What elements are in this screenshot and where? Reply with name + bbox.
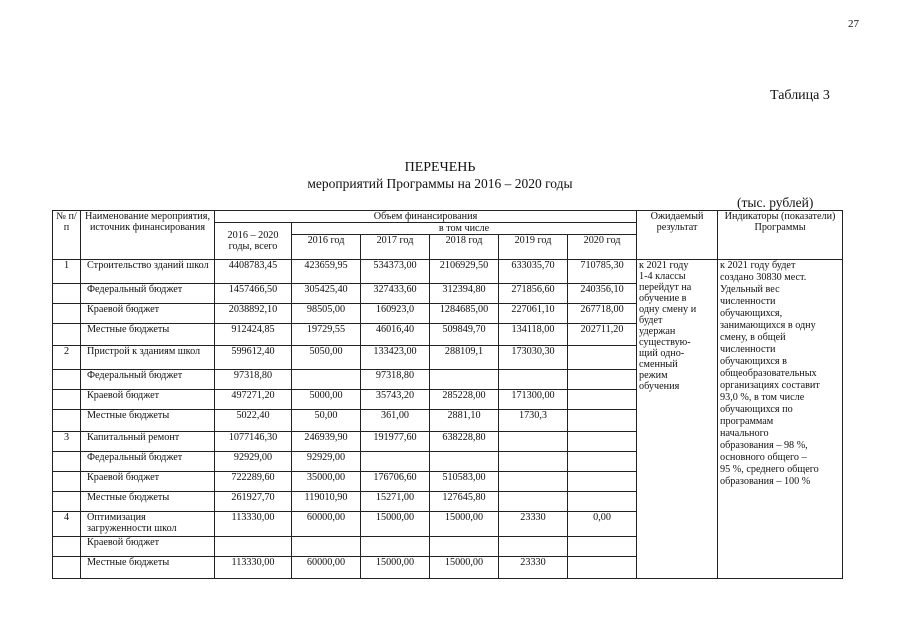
cell-y2016: 246939,90 [292, 432, 361, 452]
cell-y2020: 0,00 [568, 512, 637, 537]
cell-total: 912424,85 [215, 324, 292, 346]
cell-y2017: 160923,0 [361, 304, 430, 324]
cell-y2018: 288109,1 [430, 346, 499, 370]
cell-y2017: 15000,00 [361, 512, 430, 537]
cell-y2016: 50,00 [292, 410, 361, 432]
cell-y2020: 710785,30 [568, 260, 637, 284]
cell-y2019: 171300,00 [499, 390, 568, 410]
row-number: 3 [53, 432, 81, 452]
cell-y2020 [568, 390, 637, 410]
row-name: Местные бюджеты [81, 324, 215, 346]
cell-y2019: 1730,3 [499, 410, 568, 432]
indicator-line: смену, в общей [720, 332, 786, 343]
cell-y2016 [292, 370, 361, 390]
cell-y2019: 23330 [499, 557, 568, 579]
expected-result-cell [637, 260, 718, 579]
cell-y2020 [568, 537, 637, 557]
cell-total: 92929,00 [215, 452, 292, 472]
cell-y2017: 46016,40 [361, 324, 430, 346]
cell-y2020: 202711,20 [568, 324, 637, 346]
expected-result-line: одну смену и [639, 304, 697, 315]
cell-y2017 [361, 537, 430, 557]
row-number [53, 557, 81, 579]
expected-result-line: обучение в [639, 293, 687, 304]
row-number [53, 537, 81, 557]
header-indicators: Индикаторы (показатели) Программы [718, 211, 843, 260]
cell-total: 97318,80 [215, 370, 292, 390]
header-name: Наименование мероприятия, источник финансирования [81, 211, 215, 260]
cell-y2017: 133423,00 [361, 346, 430, 370]
row-number: 4 [53, 512, 81, 537]
cell-y2017: 534373,00 [361, 260, 430, 284]
expected-result-line: сменный [639, 359, 678, 370]
cell-y2020 [568, 432, 637, 452]
cell-y2016: 19729,55 [292, 324, 361, 346]
indicators-cell [718, 260, 843, 579]
cell-y2016 [292, 537, 361, 557]
cell-total: 113330,00 [215, 557, 292, 579]
expected-result-line: щий одно- [639, 348, 685, 359]
indicator-line: общеобразовательных [720, 368, 817, 379]
cell-y2018: 285228,00 [430, 390, 499, 410]
expected-result-line: будет [639, 315, 663, 326]
cell-y2016: 60000,00 [292, 512, 361, 537]
row-name: Строительство зданий школ [81, 260, 215, 284]
cell-y2020 [568, 472, 637, 492]
indicator-line: начального [720, 428, 769, 439]
cell-y2019: 134118,00 [499, 324, 568, 346]
table-label: Таблица 3 [770, 88, 830, 103]
cell-y2020 [568, 370, 637, 390]
row-name: Краевой бюджет [81, 304, 215, 324]
cell-total: 5022,40 [215, 410, 292, 432]
expected-result-line: обучения [639, 381, 680, 392]
units-label: (тыс. рублей) [737, 195, 814, 210]
cell-y2018: 15000,00 [430, 557, 499, 579]
cell-y2017: 15000,00 [361, 557, 430, 579]
cell-y2017: 191977,60 [361, 432, 430, 452]
row-name: Краевой бюджет [81, 472, 215, 492]
row-name: Местные бюджеты [81, 557, 215, 579]
row-number [53, 410, 81, 432]
indicator-line: обучающихся по [720, 404, 793, 415]
row-number [53, 304, 81, 324]
header-2019: 2019 год [499, 235, 568, 260]
indicator-line: основного общего – [720, 452, 807, 463]
row-number [53, 370, 81, 390]
cell-y2020: 240356,10 [568, 284, 637, 304]
indicator-line: программам [720, 416, 774, 427]
cell-total: 113330,00 [215, 512, 292, 537]
cell-y2016: 305425,40 [292, 284, 361, 304]
expected-result-line: режим [639, 370, 668, 381]
cell-total: 261927,70 [215, 492, 292, 512]
expected-result-line: 1-4 классы [639, 271, 686, 282]
cell-y2020: 267718,00 [568, 304, 637, 324]
row-number: 2 [53, 346, 81, 370]
row-name: Федеральный бюджет [81, 452, 215, 472]
title-line-1: ПЕРЕЧЕНЬ [404, 160, 476, 175]
row-number [53, 324, 81, 346]
expected-result-line: к 2021 году [639, 260, 689, 271]
cell-y2019 [499, 537, 568, 557]
cell-y2016: 119010,90 [292, 492, 361, 512]
header-2020: 2020 год [568, 235, 637, 260]
indicator-line: 95 %, среднего общего [720, 464, 819, 475]
cell-y2018 [430, 370, 499, 390]
cell-y2016: 5050,00 [292, 346, 361, 370]
indicator-line: к 2021 году будет [720, 260, 796, 271]
cell-y2017: 15271,00 [361, 492, 430, 512]
cell-total: 497271,20 [215, 390, 292, 410]
cell-y2018: 127645,80 [430, 492, 499, 512]
header-including: в том числе [292, 223, 637, 235]
cell-y2018: 15000,00 [430, 512, 499, 537]
expected-result-line: перейдут на [639, 282, 692, 293]
cell-total: 1077146,30 [215, 432, 292, 452]
cell-y2017: 361,00 [361, 410, 430, 432]
cell-y2018: 312394,80 [430, 284, 499, 304]
cell-total: 4408783,45 [215, 260, 292, 284]
cell-total: 2038892,10 [215, 304, 292, 324]
row-number [53, 472, 81, 492]
indicator-line: образования – 98 %, [720, 440, 808, 451]
cell-total: 722289,60 [215, 472, 292, 492]
cell-y2016: 92929,00 [292, 452, 361, 472]
row-name: Краевой бюджет [81, 537, 215, 557]
cell-y2020 [568, 492, 637, 512]
header-volume: Объем финансирования [215, 211, 637, 223]
cell-y2019 [499, 370, 568, 390]
header-result: Ожидаемый результат [637, 211, 718, 260]
cell-y2019 [499, 492, 568, 512]
cell-y2020 [568, 452, 637, 472]
title-block [0, 160, 880, 192]
cell-total: 599612,40 [215, 346, 292, 370]
row-name: Краевой бюджет [81, 390, 215, 410]
cell-y2017: 176706,60 [361, 472, 430, 492]
page-number: 27 [848, 18, 859, 30]
cell-y2019: 23330 [499, 512, 568, 537]
cell-y2018: 1284685,00 [430, 304, 499, 324]
cell-y2017: 327433,60 [361, 284, 430, 304]
cell-y2019 [499, 472, 568, 492]
indicator-line: обучающихся, [720, 308, 783, 319]
header-total: 2016 – 2020 годы, всего [215, 223, 292, 260]
row-name: Оптимизация загруженности школ [81, 512, 215, 537]
indicator-line: занимающихся в одну [720, 320, 816, 331]
cell-y2019: 173030,30 [499, 346, 568, 370]
cell-y2018: 509849,70 [430, 324, 499, 346]
cell-y2017: 35743,20 [361, 390, 430, 410]
cell-y2017 [361, 452, 430, 472]
header-num: № п/п [53, 211, 81, 260]
indicator-line: численности [720, 296, 776, 307]
cell-y2018 [430, 452, 499, 472]
cell-y2019: 227061,10 [499, 304, 568, 324]
cell-y2019 [499, 452, 568, 472]
row-number [53, 452, 81, 472]
row-number [53, 284, 81, 304]
cell-y2018: 2881,10 [430, 410, 499, 432]
header-2017: 2017 год [361, 235, 430, 260]
row-name: Федеральный бюджет [81, 370, 215, 390]
cell-y2018: 510583,00 [430, 472, 499, 492]
indicator-line: создано 30830 мест. [720, 272, 807, 283]
row-name: Пристрой к зданиям школ [81, 346, 215, 370]
cell-y2016: 5000,00 [292, 390, 361, 410]
financing-table [52, 210, 843, 579]
header-2018: 2018 год [430, 235, 499, 260]
row-name: Федеральный бюджет [81, 284, 215, 304]
expected-result-line: удержан [639, 326, 676, 337]
row-number: 1 [53, 260, 81, 284]
cell-y2018 [430, 537, 499, 557]
cell-y2019: 271856,60 [499, 284, 568, 304]
indicator-line: образования – 100 % [720, 476, 811, 487]
cell-total: 1457466,50 [215, 284, 292, 304]
title-line-2: мероприятий Программы на 2016 – 2020 годы [307, 176, 573, 191]
cell-y2020 [568, 346, 637, 370]
cell-y2016: 60000,00 [292, 557, 361, 579]
cell-y2016: 98505,00 [292, 304, 361, 324]
row-number [53, 492, 81, 512]
indicator-line: численности [720, 344, 776, 355]
header-2016: 2016 год [292, 235, 361, 260]
row-number [53, 390, 81, 410]
indicator-line: обучающихся в [720, 356, 787, 367]
indicator-line: 93,0 %, в том числе [720, 392, 805, 403]
cell-y2016: 35000,00 [292, 472, 361, 492]
cell-y2020 [568, 557, 637, 579]
expected-result-line: существую- [639, 337, 691, 348]
cell-total [215, 537, 292, 557]
cell-y2019: 633035,70 [499, 260, 568, 284]
cell-y2016: 423659,95 [292, 260, 361, 284]
cell-y2018: 638228,80 [430, 432, 499, 452]
table-row [53, 260, 843, 284]
cell-y2020 [568, 410, 637, 432]
indicator-line: организациях составит [720, 380, 820, 391]
indicator-line: Удельный вес [720, 284, 780, 295]
row-name: Местные бюджеты [81, 410, 215, 432]
cell-y2019 [499, 432, 568, 452]
row-name: Капитальный ремонт [81, 432, 215, 452]
cell-y2018: 2106929,50 [430, 260, 499, 284]
row-name: Местные бюджеты [81, 492, 215, 512]
cell-y2017: 97318,80 [361, 370, 430, 390]
